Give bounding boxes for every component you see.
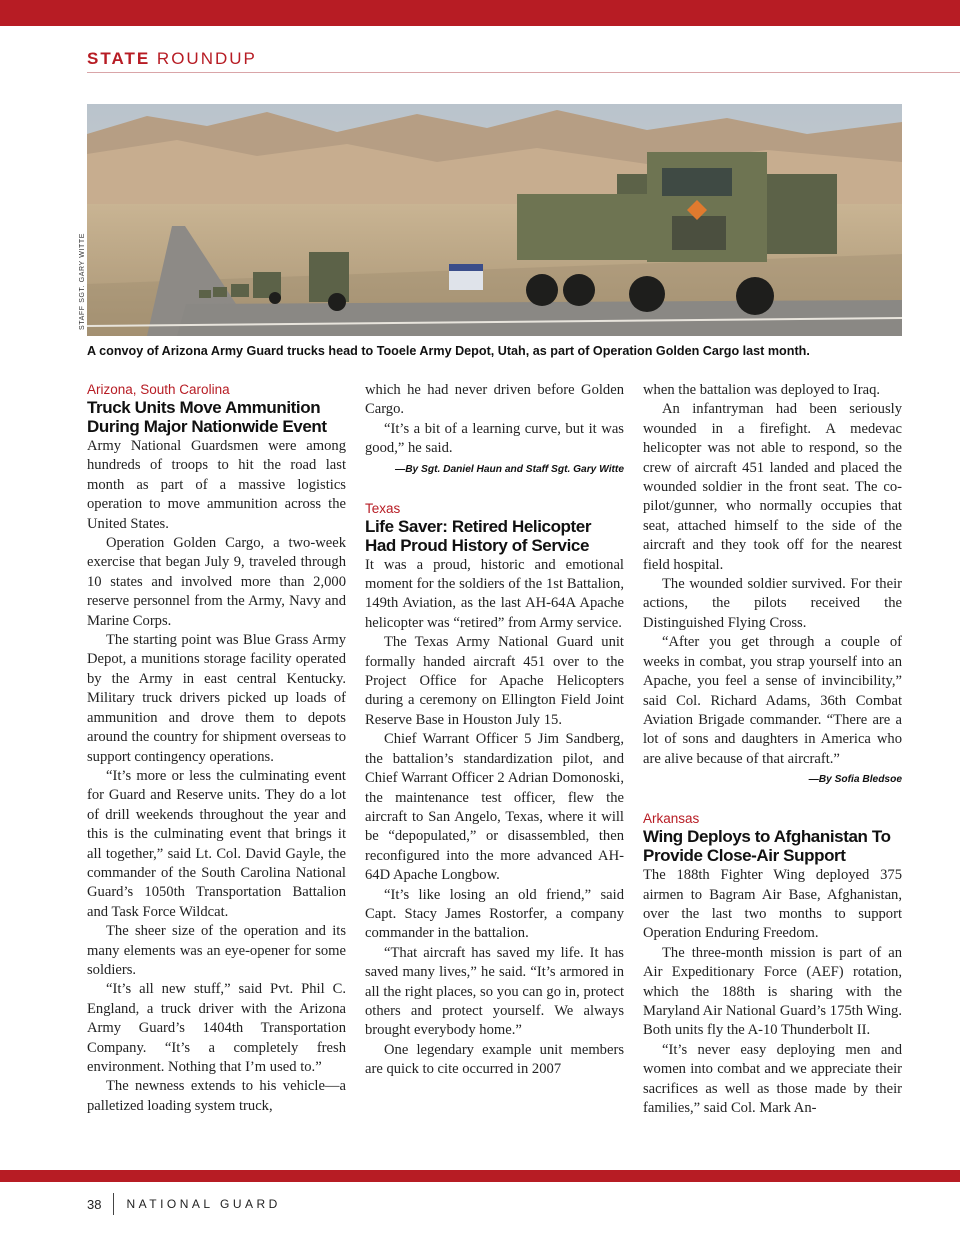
section-title-rest: ROUNDUP xyxy=(150,49,257,68)
story2-paragraph: The Texas Army National Guard unit formally handed aircraft 451 over to the Project Office for Apache Helicopters during a ceremony on Ellington Field Joint Reserve Base in Houston July 15. xyxy=(365,634,624,728)
column-1 xyxy=(87,381,346,1116)
column-3 xyxy=(643,381,902,1118)
section-title-bold: STATE xyxy=(87,49,151,68)
story1-byline: —By Sgt. Daniel Haun and Staff Sgt. Gary Witte xyxy=(395,463,624,475)
section-title xyxy=(87,49,257,69)
story2-byline: —By Sofia Bledsoe xyxy=(808,774,902,786)
story3-region: Arkansas xyxy=(643,811,700,827)
story3-paragraph: “It’s never easy deploying men and women into combat and we appreciate their sacrifices as well as those made by their families,” said Col. Mark An- xyxy=(643,1041,902,1116)
story2-paragraph: “It’s like losing an old friend,” said Capt. Stacy James Rostorfer, a company commander in the battalion. xyxy=(365,886,624,942)
column-2 xyxy=(365,381,624,1080)
story1-paragraph: Operation Golden Cargo, a two-week exercise that began July 9, traveled through 10 states and involved more than 2,000 reserve personnel from the Army, Navy and Marine Corps. xyxy=(87,535,346,629)
photo-credit: STAFF SGT. GARY WITTE xyxy=(79,233,86,330)
story3-paragraph: The 188th Fighter Wing deployed 375 airmen to Bagram Air Base, Afghanistan, over the last two months to support Operation Enduring Freedom. xyxy=(643,867,902,942)
story1-paragraph: The starting point was Blue Grass Army Depot, a munitions storage facility operated by the Army in east central Kentucky. Military truck drivers picked up loads of ammunition and drove them to depots around the country for shipment overseas to support contingency operations. xyxy=(87,632,346,765)
story1-paragraph: which he had never driven before Golden Cargo. xyxy=(365,382,624,418)
footer-divider xyxy=(113,1193,114,1215)
story1-paragraph: The newness extends to his vehicle—a palletized loading system truck, xyxy=(87,1078,346,1114)
story1-headline: Truck Units Move Ammunition During Major Nationwide Event xyxy=(87,398,327,436)
bottom-color-bar xyxy=(0,1170,960,1182)
story1-paragraph: “It’s more or less the culminating event for Guard and Reserve units. They do a lot of drill weekends throughout the year and this is the culminating event that brings it all together,” said Lt. Col. David Gayle, the commander of the South Carolina National Guard’s 1050th Transportation Battalion and Task Force Wildcat. xyxy=(87,767,346,920)
story3-paragraph: The three-month mission is part of an Air Expeditionary Force (AEF) rotation, which the 188th is sharing with the Maryland Air National Guard’s 175th Wing. Both units fly the A-10 Thunderbolt II. xyxy=(643,944,902,1039)
page-number: 38 xyxy=(87,1196,102,1212)
convoy-photo xyxy=(87,104,902,336)
magazine-name: NATIONAL GUARD xyxy=(126,1197,281,1211)
page-footer xyxy=(87,1193,281,1215)
photo-caption: A convoy of Arizona Army Guard trucks head to Tooele Army Depot, Utah, as part of Operation Golden Cargo last month. xyxy=(87,344,810,358)
story2-paragraph: “That aircraft has saved my life. It has saved many lives,” he said. “It’s armored in all the right places, so you can go in, protect others and protect yourself. We always brought everybody home.” xyxy=(365,944,624,1039)
story1-paragraph: “It’s all new stuff,” said Pvt. Phil C. England, a truck driver with the Arizona Army Guard’s 1404th Transportation Company. “It’s a completely fresh environment. Nothing that I’m used to.” xyxy=(87,981,346,1075)
convoy-photo-illustration xyxy=(87,104,902,336)
story2-paragraph: It was a proud, historic and emotional moment for the soldiers of the 1st Battalion, 149th Aviation, as the last AH-64A Apache helicopter was “retired” from Army service. xyxy=(365,556,624,631)
top-color-bar xyxy=(0,0,960,26)
story2-headline: Life Saver: Retired Helicopter Had Proud History of Service xyxy=(365,516,592,555)
story2-paragraph: “After you get through a couple of weeks in combat, you strap yourself into an Apache, you feel a sense of invincibility,” said Col. Richard Adams, 36th Combat Aviation Brigade commander. “There are a lot of sons and daughters in America who are alive because of that aircraft.” xyxy=(643,634,902,767)
story3-headline: Wing Deploys to Afghanistan To Provide Close-Air Support xyxy=(643,827,891,866)
story1-paragraph: The sheer size of the operation and its many elements was an eye-opener for some soldiers. xyxy=(87,923,346,978)
story2-paragraph: One legendary example unit members are quick to cite occurred in 2007 xyxy=(365,1041,624,1078)
title-rule xyxy=(87,72,960,73)
story2-paragraph: when the battalion was deployed to Iraq. xyxy=(643,382,881,398)
story2-region: Texas xyxy=(365,500,401,516)
story2-paragraph: An infantryman had been seriously wounded in a firefight. A medevac helicopter was not able to respond, so the crew of aircraft 451 landed and placed the wounded soldier in the front seat. The co-pilot/gunner, who normally occupies that seat, attached himself to the side of the aircraft and they took off for the nearest field hospital. xyxy=(643,401,902,573)
story1-region: Arizona, South Carolina xyxy=(87,382,230,397)
story2-paragraph: The wounded soldier survived. For their actions, the pilots received the Distinguished Flying Cross. xyxy=(643,576,902,631)
story2-paragraph: Chief Warrant Officer 5 Jim Sandberg, the battalion’s standardization pilot, and Chief Warrant Officer 2 Adrian Domonoski, the maintenance test officer, flew the aircraft to San Angelo, Texas, where it will be “depopulated,” or disassembled, then reconfigured into the more advanced AH-64D Apache Longbow. xyxy=(365,731,624,884)
story1-paragraph: “It’s a bit of a learning curve, but it was good,” he said. xyxy=(365,420,624,457)
story1-paragraph: Army National Guardsmen were among hundreds of troops to hit the road last month as part of a massive logistics operation to move ammunition across the United States. xyxy=(87,438,346,532)
